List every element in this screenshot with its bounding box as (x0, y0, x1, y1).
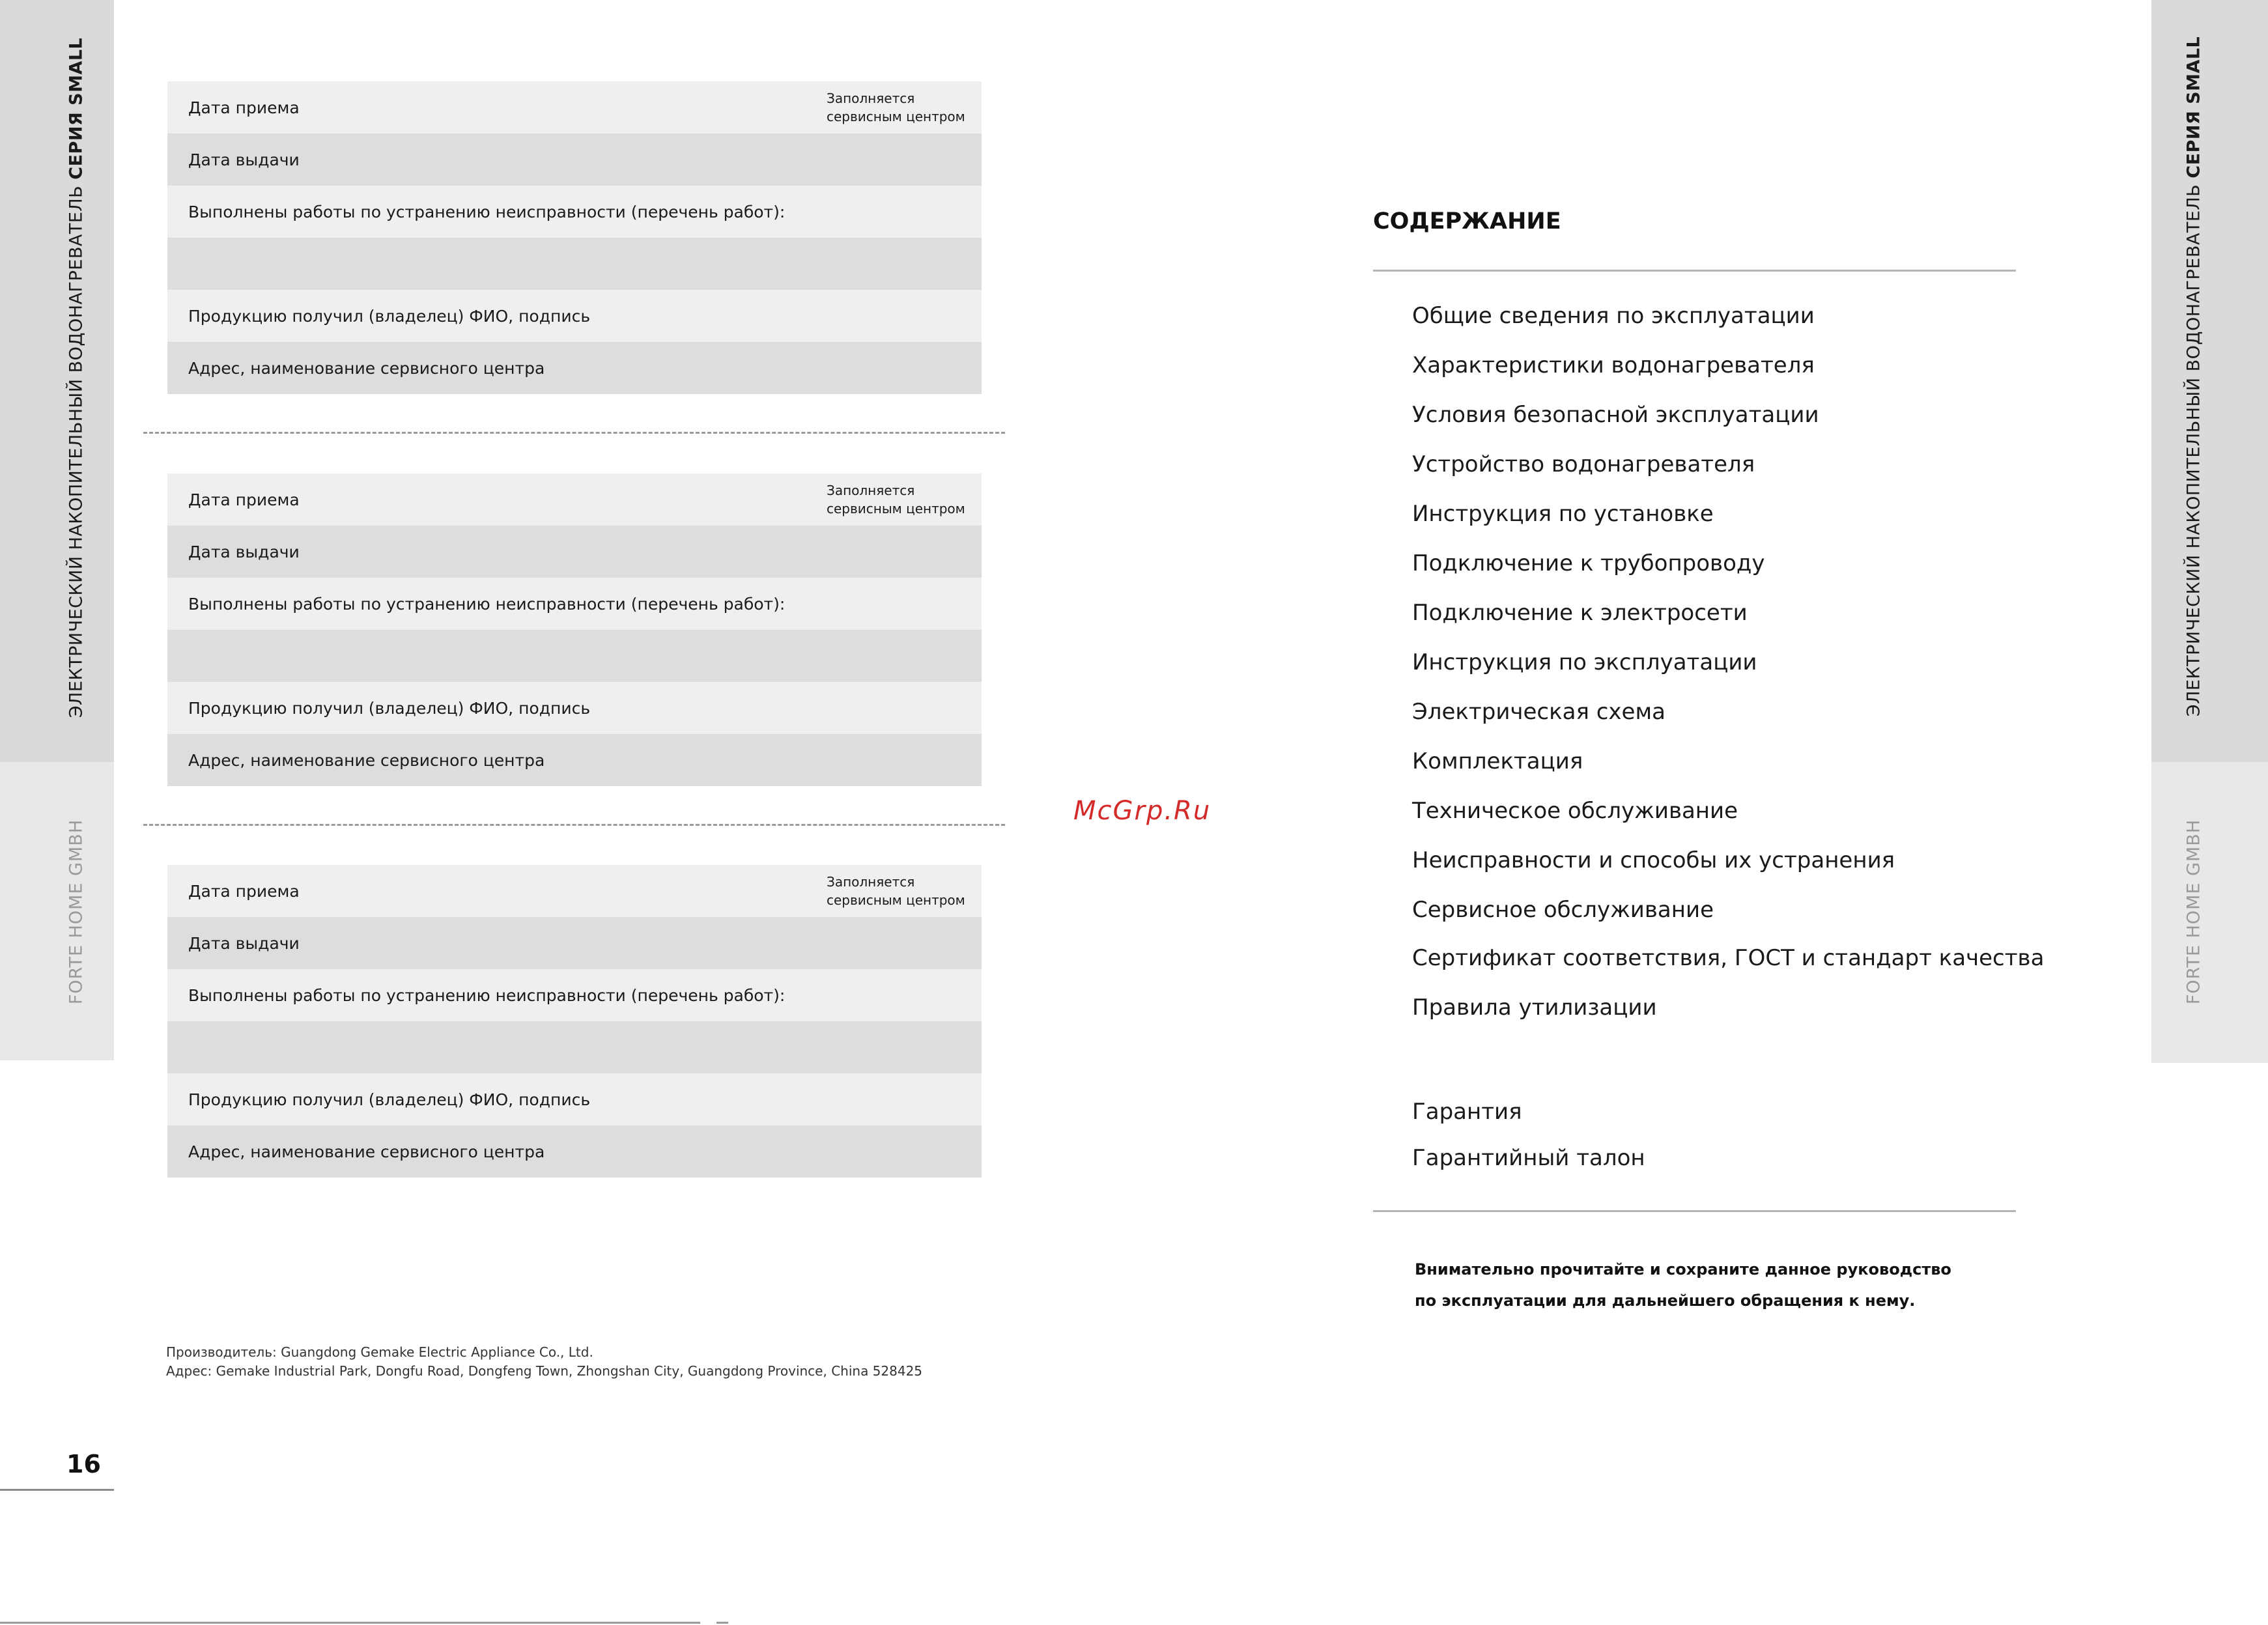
form-row-work-performed[interactable] (167, 578, 982, 630)
manufacturer-name: Производитель: Guangdong Gemake Electric Appliance Co., Ltd. (166, 1344, 593, 1360)
form-row-owner-signature[interactable] (167, 1073, 982, 1125)
note-line-1: Заполняется (827, 483, 915, 498)
right-side-band (2151, 0, 2268, 762)
form-row-receive-date[interactable] (167, 81, 982, 134)
toc-item[interactable]: Инструкция по установке (1412, 501, 1714, 527)
form-row-label: Продукцию получил (владелец) ФИО, подпись (188, 306, 591, 326)
right-side-band-brand (2151, 762, 2268, 1063)
form-row-receive-date[interactable] (167, 865, 982, 917)
left-side-band (0, 0, 114, 762)
left-brand-name: FORTE HOME GMBH (66, 819, 87, 1005)
service-form-1 (167, 81, 982, 394)
toc-item[interactable]: Подключение к электросети (1412, 600, 1748, 626)
service-form-3 (167, 865, 982, 1178)
form-row-blank[interactable] (167, 630, 982, 682)
form-row-label: Адрес, наименование сервисного центра (188, 1142, 545, 1161)
right-product-line-bold: СЕРИЯ SMALL (2183, 36, 2204, 178)
toc-item[interactable]: Характеристики водонагревателя (1412, 352, 1815, 378)
form-row-work-performed[interactable] (167, 186, 982, 238)
left-side-band-brand (0, 762, 114, 1060)
note-line-2: сервисным центром (827, 501, 965, 516)
toc-item[interactable]: Инструкция по эксплуатации (1412, 649, 1757, 675)
left-product-line-regular: ЭЛЕКТРИЧЕСКИЙ НАКОПИТЕЛЬНЫЙ ВОДОНАГРЕВАТЕЛЬ (66, 185, 87, 718)
form-row-receive-date[interactable] (167, 473, 982, 526)
toc-item[interactable]: Сервисное обслуживание (1412, 897, 1714, 923)
cut-line (143, 824, 1005, 826)
toc-item[interactable]: Электрическая схема (1412, 699, 1666, 725)
toc-item[interactable]: Правила утилизации (1412, 995, 1657, 1021)
form-row-label: Дата выдачи (188, 150, 300, 169)
form-row-label: Продукцию получил (владелец) ФИО, подпись (188, 698, 591, 718)
manufacturer-info (166, 1343, 922, 1381)
right-brand-name: FORTE HOME GMBH (2183, 819, 2204, 1005)
filled-by-service-note (827, 89, 965, 126)
page-number: 16 (66, 1450, 101, 1478)
note-line-1: Заполняется (827, 91, 915, 106)
form-row-label: Дата приема (188, 98, 300, 117)
form-row-service-center-address[interactable] (167, 342, 982, 394)
form-row-label: Адрес, наименование сервисного центра (188, 358, 545, 378)
toc-item[interactable]: Подключение к трубопроводу (1412, 550, 1765, 576)
form-row-label: Дата выдачи (188, 542, 300, 561)
form-row-label: Выполнены работы по устранению неисправности (перечень работ): (188, 594, 786, 614)
toc-item[interactable]: Общие сведения по эксплуатации (1412, 303, 1815, 329)
right-product-line-regular: ЭЛЕКТРИЧЕСКИЙ НАКОПИТЕЛЬНЫЙ ВОДОНАГРЕВАТЕЛЬ (2183, 184, 2204, 717)
contents-title: СОДЕРЖАНИЕ (1373, 208, 1561, 234)
form-row-blank[interactable] (167, 238, 982, 290)
form-row-label: Дата приема (188, 490, 300, 509)
form-row-label: Дата приема (188, 881, 300, 901)
form-row-owner-signature[interactable] (167, 290, 982, 342)
cut-line (143, 432, 1005, 434)
note-line-2: сервисным центром (827, 892, 965, 908)
filled-by-service-note (827, 873, 965, 909)
service-form-2 (167, 473, 982, 786)
form-row-label: Выполнены работы по устранению неисправности (перечень работ): (188, 202, 786, 221)
form-row-owner-signature[interactable] (167, 682, 982, 734)
toc-item[interactable]: Техническое обслуживание (1412, 798, 1738, 824)
bottom-tick (716, 1622, 728, 1624)
site-watermark: McGrp.Ru (1073, 796, 1212, 826)
form-row-issue-date[interactable] (167, 134, 982, 186)
manufacturer-address: Адрес: Gemake Industrial Park, Dongfu Road, Dongfeng Town, Zhongshan City, Guangdong Province, China 528425 (166, 1363, 923, 1379)
right-product-line-title (2184, 36, 2204, 717)
page-number-rule (0, 1489, 114, 1491)
form-row-label: Продукцию получил (владелец) ФИО, подпись (188, 1090, 591, 1109)
note-line-1: Внимательно прочитайте и сохраните данное руководство (1415, 1260, 1951, 1279)
contents-bottom-rule (1373, 1210, 2016, 1212)
left-product-line-bold: СЕРИЯ SMALL (66, 37, 87, 180)
note-line-2: по эксплуатации для дальнейшего обращения к нему. (1415, 1292, 1916, 1310)
form-row-label: Выполнены работы по устранению неисправности (перечень работ): (188, 985, 786, 1005)
note-line-1: Заполняется (827, 874, 915, 890)
toc-item[interactable]: Условия безопасной эксплуатации (1412, 402, 1819, 428)
bottom-rule (0, 1622, 700, 1624)
form-row-service-center-address[interactable] (167, 734, 982, 786)
form-row-service-center-address[interactable] (167, 1125, 982, 1178)
toc-item[interactable]: Неисправности и способы их устранения (1412, 847, 1895, 873)
form-row-label: Дата выдачи (188, 933, 300, 953)
left-product-line-title (66, 38, 87, 718)
form-row-work-performed[interactable] (167, 969, 982, 1021)
toc-item[interactable]: Гарантийный талон (1412, 1145, 1645, 1171)
toc-item[interactable]: Сертификат соответствия, ГОСТ и стандарт качества (1412, 945, 2045, 971)
form-row-issue-date[interactable] (167, 917, 982, 969)
form-row-blank[interactable] (167, 1021, 982, 1073)
note-line-2: сервисным центром (827, 109, 965, 124)
toc-item[interactable]: Устройство водонагревателя (1412, 451, 1755, 477)
form-row-issue-date[interactable] (167, 526, 982, 578)
form-row-label: Адрес, наименование сервисного центра (188, 750, 545, 770)
toc-item[interactable]: Гарантия (1412, 1099, 1522, 1125)
toc-item[interactable]: Комплектация (1412, 748, 1583, 774)
reading-advice-note (1415, 1254, 1951, 1316)
contents-top-rule (1373, 270, 2016, 272)
filled-by-service-note (827, 481, 965, 518)
